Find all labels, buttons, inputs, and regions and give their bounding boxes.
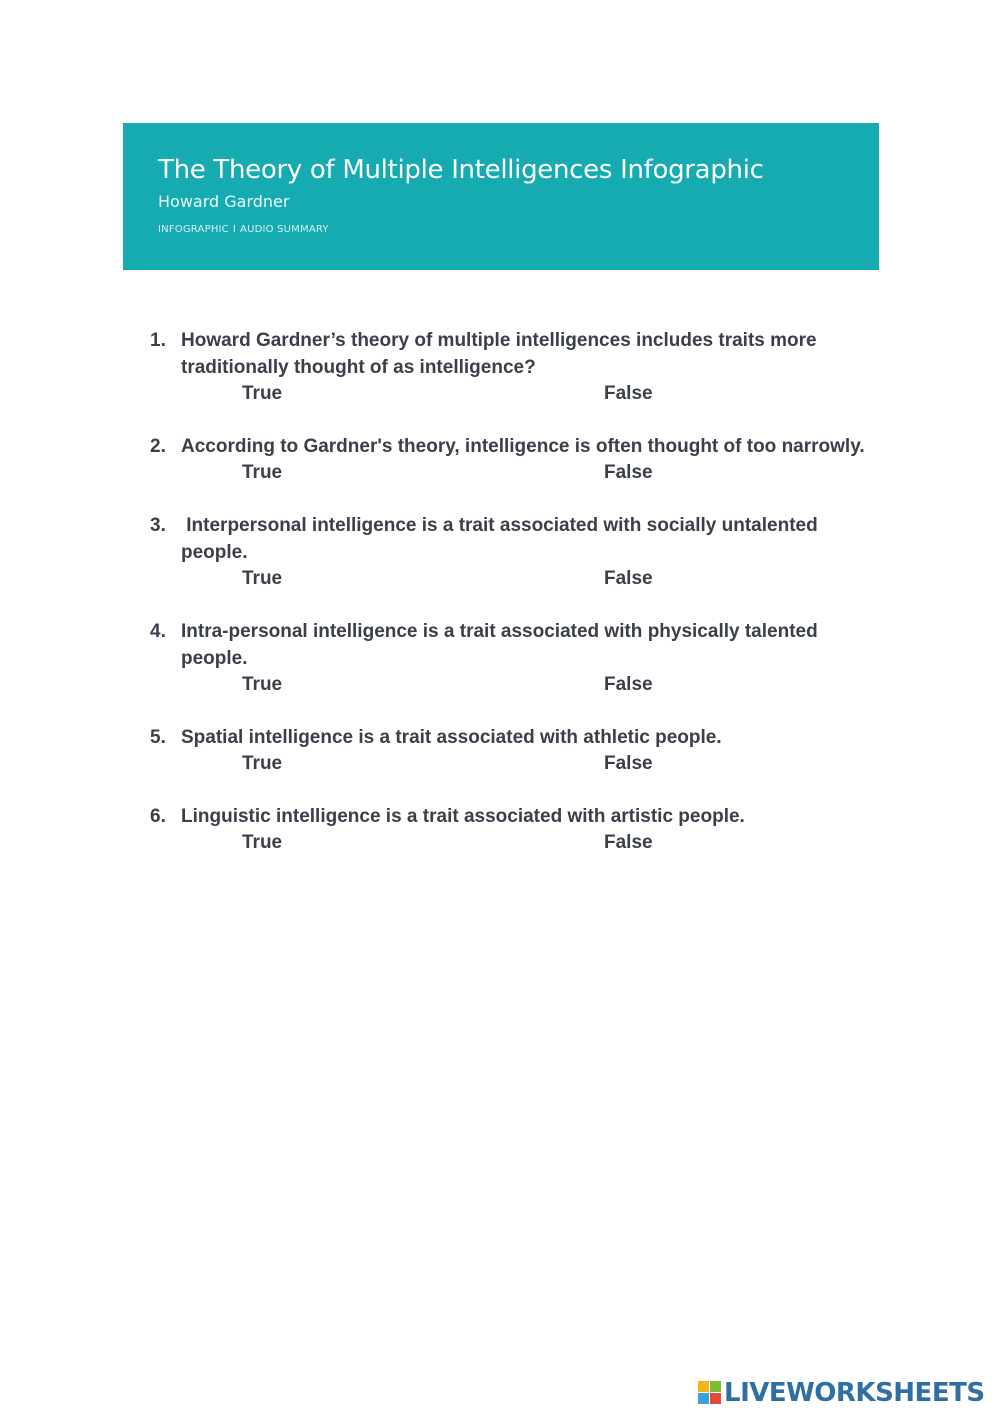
- answer-true[interactable]: True: [242, 753, 283, 774]
- banner-meta-audio-summary: AUDIO SUMMARY: [240, 224, 329, 235]
- answer-true[interactable]: True: [242, 462, 283, 483]
- question-number: 6.: [150, 806, 166, 827]
- question-6: [150, 803, 870, 856]
- answer-true[interactable]: True: [242, 674, 283, 695]
- question-2: [150, 433, 870, 486]
- answer-false[interactable]: False: [604, 462, 653, 483]
- banner-meta-infographic: INFOGRAPHIC: [158, 224, 229, 235]
- answer-options: [150, 381, 870, 407]
- question-1: [150, 327, 870, 407]
- banner-title: The Theory of Multiple Intelligences Infographic: [158, 155, 764, 185]
- question-text: Intra-personal intelligence is a trait associated with physically talented people.: [181, 621, 818, 669]
- answer-true[interactable]: True: [242, 568, 283, 589]
- question-number: 1.: [150, 330, 166, 351]
- answer-false[interactable]: False: [604, 383, 653, 404]
- question-text: Howard Gardner’s theory of multiple intelligences includes traits more traditionally thought of as intelligence?: [181, 330, 817, 378]
- liveworksheets-brand: [698, 1378, 985, 1408]
- question-number: 4.: [150, 621, 166, 642]
- answer-false[interactable]: False: [604, 753, 653, 774]
- question-5: [150, 724, 870, 777]
- answer-options: [150, 751, 870, 777]
- banner-meta-separator: I: [232, 224, 237, 235]
- answer-true[interactable]: True: [242, 832, 283, 853]
- question-text: According to Gardner's theory, intelligence is often thought of too narrowly.: [181, 436, 865, 457]
- brand-name: LIVEWORKSHEETS: [724, 1378, 985, 1408]
- question-number: 5.: [150, 727, 166, 748]
- question-text: Spatial intelligence is a trait associated with athletic people.: [181, 727, 722, 748]
- answer-false[interactable]: False: [604, 568, 653, 589]
- banner-meta: [158, 224, 329, 235]
- answer-options: [150, 672, 870, 698]
- answer-options: [150, 460, 870, 486]
- answer-options: [150, 566, 870, 592]
- liveworksheets-logo-icon: [698, 1381, 722, 1405]
- title-banner: [123, 123, 879, 270]
- answer-false[interactable]: False: [604, 832, 653, 853]
- question-text: Linguistic intelligence is a trait associated with artistic people.: [181, 806, 745, 827]
- question-list: [150, 327, 870, 882]
- question-number: 3.: [150, 515, 166, 536]
- question-number: 2.: [150, 436, 166, 457]
- question-4: [150, 618, 870, 698]
- question-text: Interpersonal intelligence is a trait associated with socially untalented people.: [181, 515, 823, 563]
- answer-options: [150, 830, 870, 856]
- answer-true[interactable]: True: [242, 383, 283, 404]
- banner-author: Howard Gardner: [158, 192, 290, 211]
- question-3: [150, 512, 870, 592]
- answer-false[interactable]: False: [604, 674, 653, 695]
